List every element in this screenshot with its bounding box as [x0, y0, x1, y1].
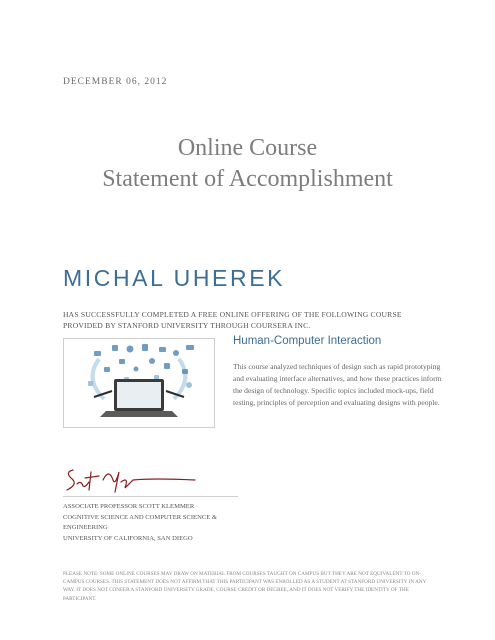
recipient-name: MICHAL UHEREK	[63, 265, 286, 291]
course-illustration	[63, 338, 215, 428]
disclaimer: PLEASE NOTE: SOME ONLINE COURSES MAY DRAW ON MATERIAL FROM COURSES TAUGHT ON CAMPUS BUT THEY ARE NOT EQUIVALENT TO ON-CAMPUS COURSES. THIS STATEMENT DOES NOT AFFIRM THAT THIS PARTICIPANT WAS ENROLLED AS A STUDENT AT STANFORD UNIVERSITY IN ANY WAY. IT DOES NOT CONFER A STANFORD UNIVERSITY GRADE, COURSE CREDIT OR DEGREE, AND IT DOES NOT VERIFY THE IDENTITY OF THE PARTICIPANT.	[63, 571, 427, 602]
signer-title: ASSOCIATE PROFESSOR SCOTT KLEMMER	[63, 503, 195, 510]
signature	[63, 458, 238, 494]
certificate-title-line-1: Online Course	[177, 135, 318, 161]
signer-department: COGNITIVE SCIENCE AND COMPUTER SCIENCE & ENGINEERING	[63, 513, 218, 531]
certificate-title	[0, 133, 495, 195]
signature-image	[63, 458, 238, 494]
laptop-cloud-illustration	[64, 339, 214, 427]
issue-date: DECEMBER 06, 2012	[63, 77, 168, 87]
completion-statement: HAS SUCCESSFULLY COMPLETED A FREE ONLINE OFFERING OF THE FOLLOWING COURSE PROVIDED BY STANFORD UNIVERSITY THROUGH COURSERA INC.	[63, 310, 402, 330]
course-name: Human-Computer Interaction	[233, 335, 382, 347]
certificate-title-line-2: Statement of Accomplishment	[102, 166, 393, 192]
signer-info	[63, 502, 238, 544]
course-description: This course analyzed techniques of design such as rapid prototyping and evaluating interface alternatives, and how these practices inform the design of technology. Specific topics included mock-ups, field testing, principles of perception and evaluating designs with people.	[233, 362, 442, 407]
signature-line	[63, 496, 238, 497]
signer-institution: UNIVERSITY OF CALIFORNIA, SAN DIEGO	[63, 534, 193, 542]
